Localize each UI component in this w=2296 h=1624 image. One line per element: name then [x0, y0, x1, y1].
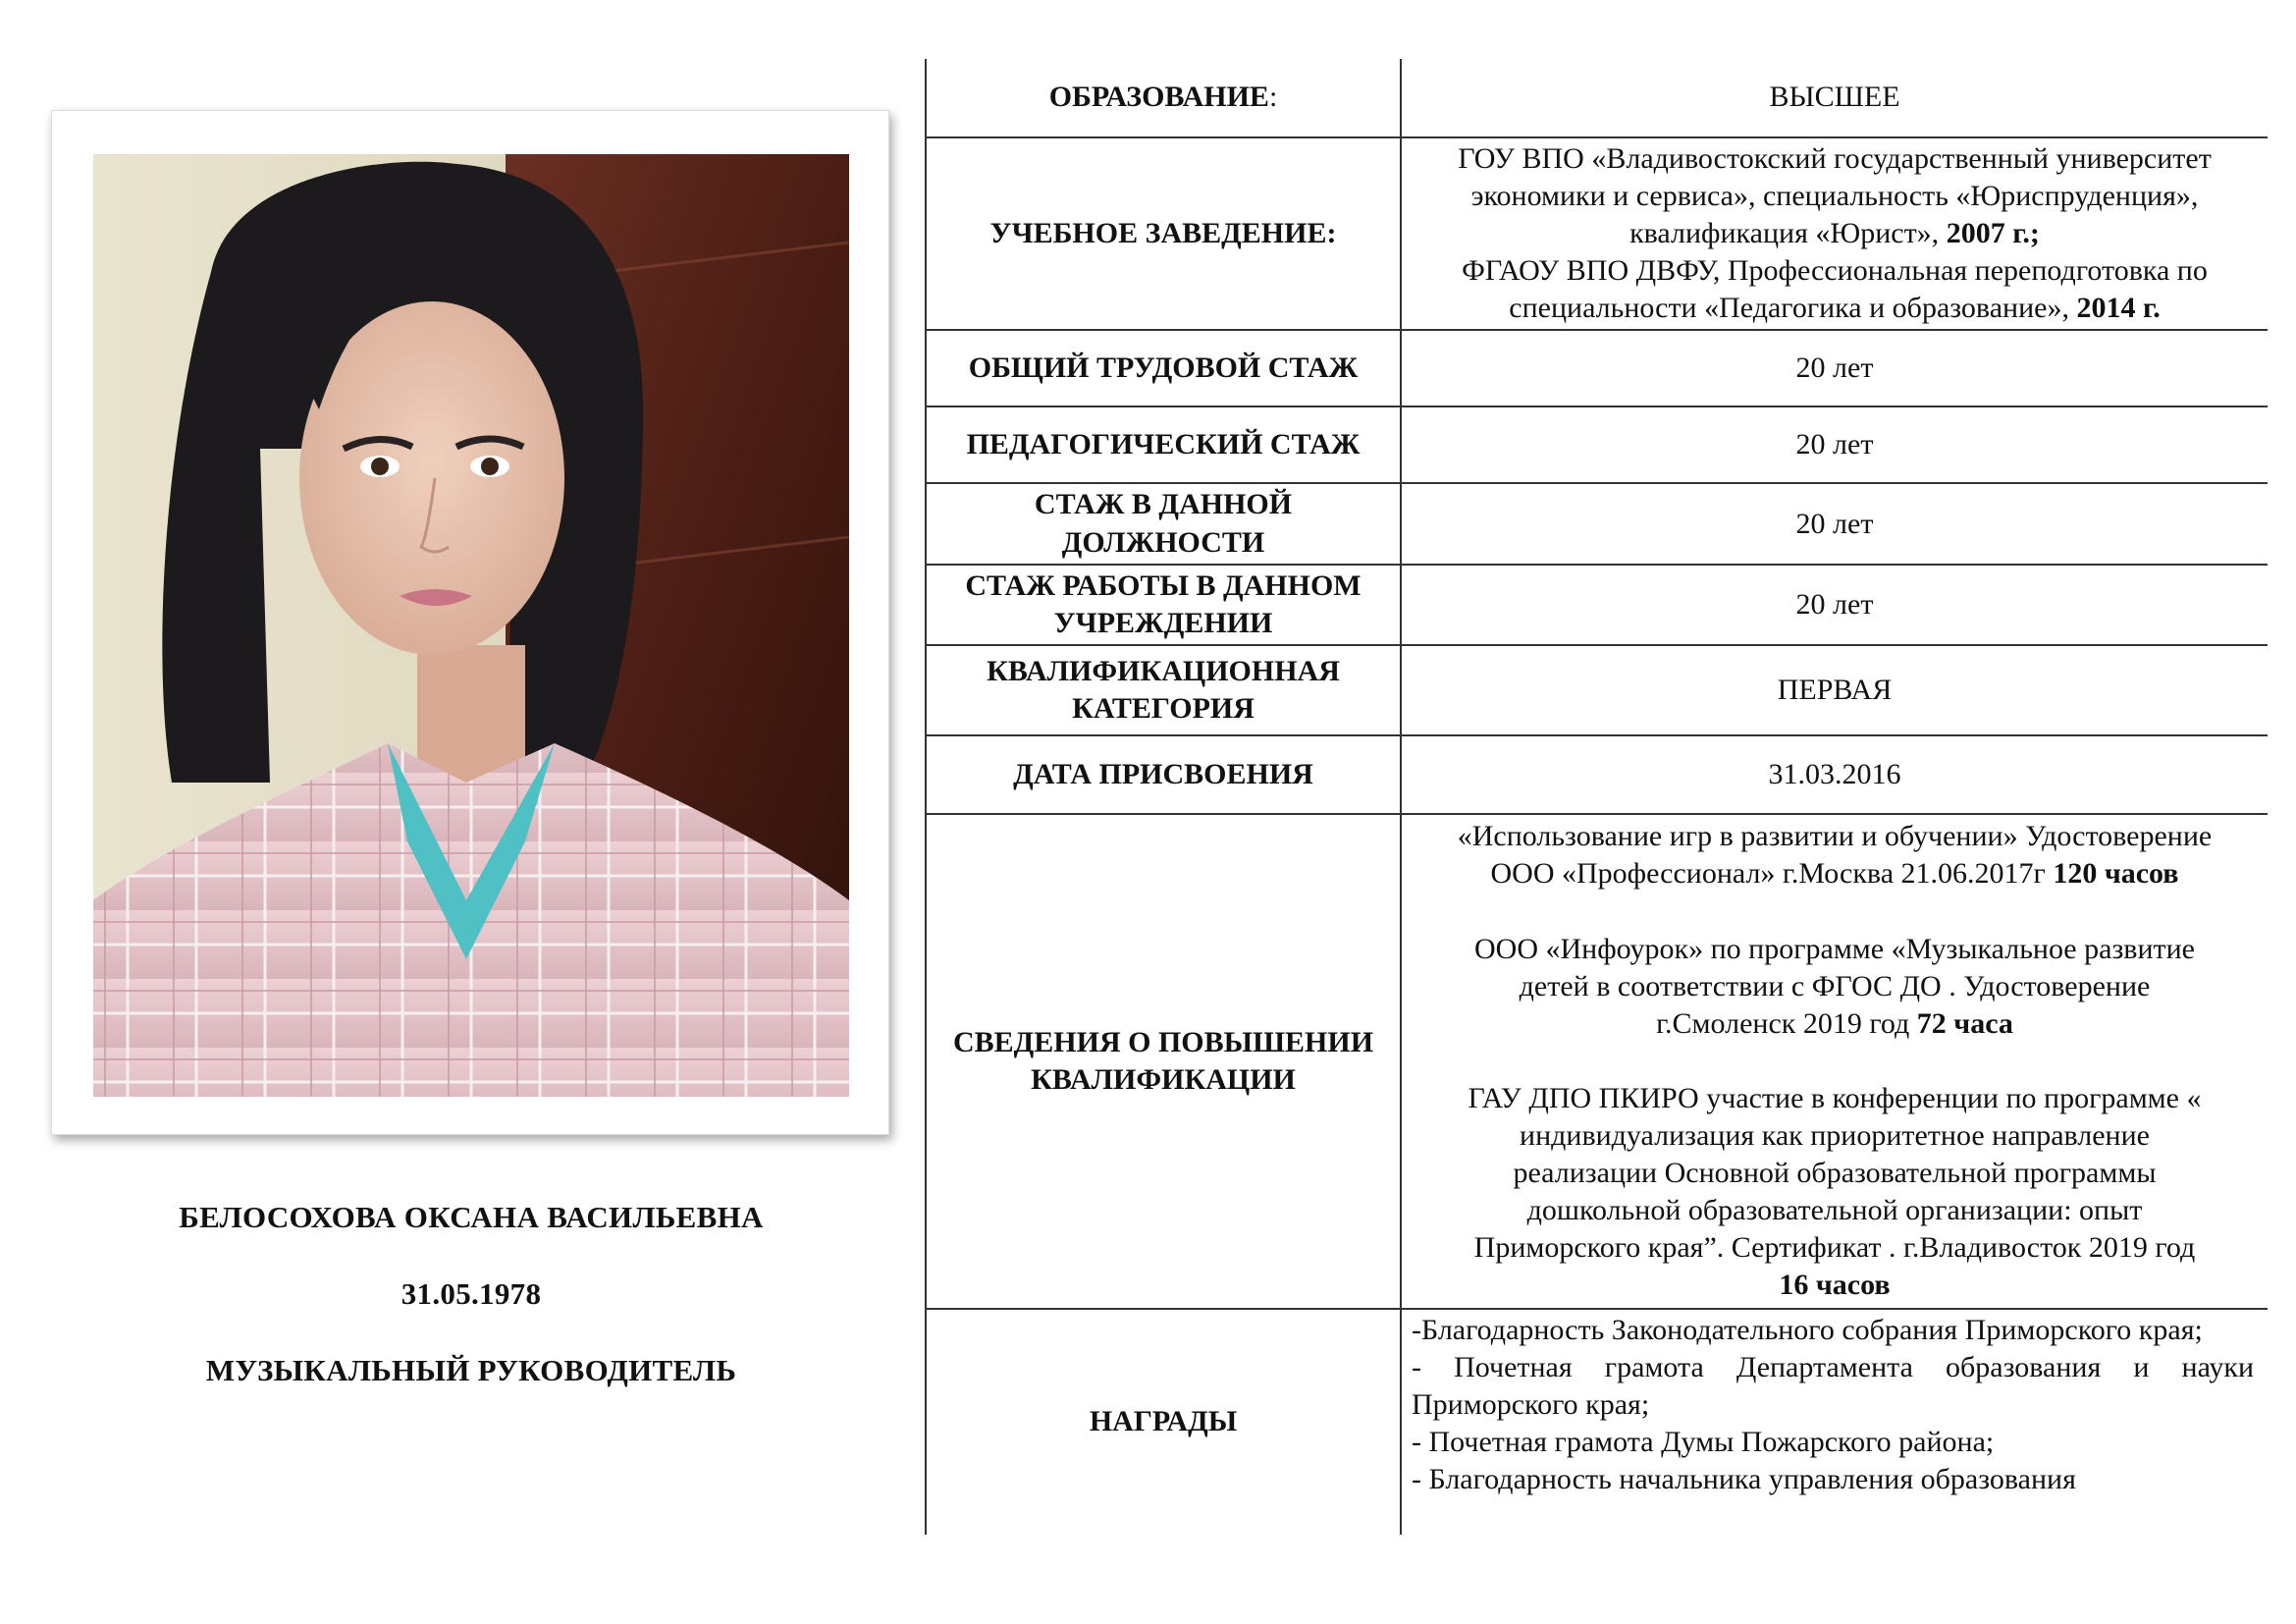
award-item: -Благодарность Законодательного собрания Приморского края;: [1412, 1313, 2203, 1346]
label-awards: НАГРАДЫ: [926, 1309, 1401, 1535]
row-total-experience: [926, 330, 2268, 406]
row-awards: [926, 1309, 2268, 1535]
info-table: [925, 59, 2268, 1535]
person-birthdate: 31.05.1978: [400, 1276, 542, 1311]
row-category: [926, 645, 2268, 735]
label-institution: УЧЕБНОЕ ЗАВЕДЕНИЕ:: [926, 137, 1401, 330]
person-name: БЕЛОСОХОВА ОКСАНА ВАСИЛЬЕВНА: [179, 1200, 764, 1234]
award-item: - Почетная грамота Департамента образования и науки Приморского края;: [1412, 1350, 2254, 1422]
row-institution-experience: [926, 565, 2268, 645]
label-assignment-date: ДАТА ПРИСВОЕНИЯ: [926, 735, 1401, 814]
photo-frame: [51, 110, 889, 1135]
value-training: «Использование игр в развитии и обучении» Удостоверение ООО «Профессионал» г.Москва 21.06.2017г 120 часов ООО «Инфоурок» по программе «Музыкальное развитие детей в соответствии с ФГОС ДО . Удостоверение г.Смоленск 2019 год 72 часа ГАУ ДПО ПКИРО участие в конференции по программе « индивидуализация как приоритетное направление реализации Основной образовательной программы дошкольной образовательной организации: опыт Приморского края”. Сертификат . г.Владивосток 2019 год 16 часов: [1401, 814, 2268, 1309]
value-teaching-experience: 20 лет: [1401, 406, 2268, 483]
row-position-experience: [926, 483, 2268, 564]
portrait-photo: [93, 154, 849, 1097]
value-category: ПЕРВАЯ: [1401, 645, 2268, 735]
award-item: - Благодарность начальника управления образования: [1412, 1463, 2076, 1496]
person-position: МУЗЫКАЛЬНЫЙ РУКОВОДИТЕЛЬ: [205, 1353, 737, 1387]
label-total-experience: ОБЩИЙ ТРУДОВОЙ СТАЖ: [926, 330, 1401, 406]
row-assignment-date: [926, 735, 2268, 814]
value-institution-experience: 20 лет: [1401, 565, 2268, 645]
label-position-experience: СТАЖ В ДАННОЙ ДОЛЖНОСТИ: [926, 483, 1401, 564]
value-total-experience: 20 лет: [1401, 330, 2268, 406]
value-institution: ГОУ ВПО «Владивостокский государственный университет экономики и сервиса», специальность «Юриспруденция», квалификация «Юрист», 2007 г.; ФГАОУ ВПО ДВФУ, Профессиональная переподготовка по специальности «Педагогика и образование», 2014 г.: [1401, 137, 2268, 330]
label-teaching-experience: ПЕДАГОГИЧЕСКИЙ СТАЖ: [926, 406, 1401, 483]
value-assignment-date: 31.03.2016: [1401, 735, 2268, 814]
award-item: - Почетная грамота Думы Пожарского района;: [1412, 1426, 1995, 1459]
row-training: [926, 814, 2268, 1309]
value-awards: [1401, 1309, 2268, 1535]
row-institution: [926, 137, 2268, 330]
row-education: [926, 59, 2268, 137]
value-position-experience: 20 лет: [1401, 483, 2268, 564]
label-training: СВЕДЕНИЯ О ПОВЫШЕНИИ КВАЛИФИКАЦИИ: [926, 814, 1401, 1309]
row-teaching-experience: [926, 406, 2268, 483]
label-category: КВАЛИФИКАЦИОННАЯ КАТЕГОРИЯ: [926, 645, 1401, 735]
value-education: ВЫСШЕЕ: [1401, 59, 2268, 137]
label-education: ОБРАЗОВАНИЕ:: [926, 59, 1401, 137]
label-institution-experience: СТАЖ РАБОТЫ В ДАННОМ УЧРЕЖДЕНИИ: [926, 565, 1401, 645]
